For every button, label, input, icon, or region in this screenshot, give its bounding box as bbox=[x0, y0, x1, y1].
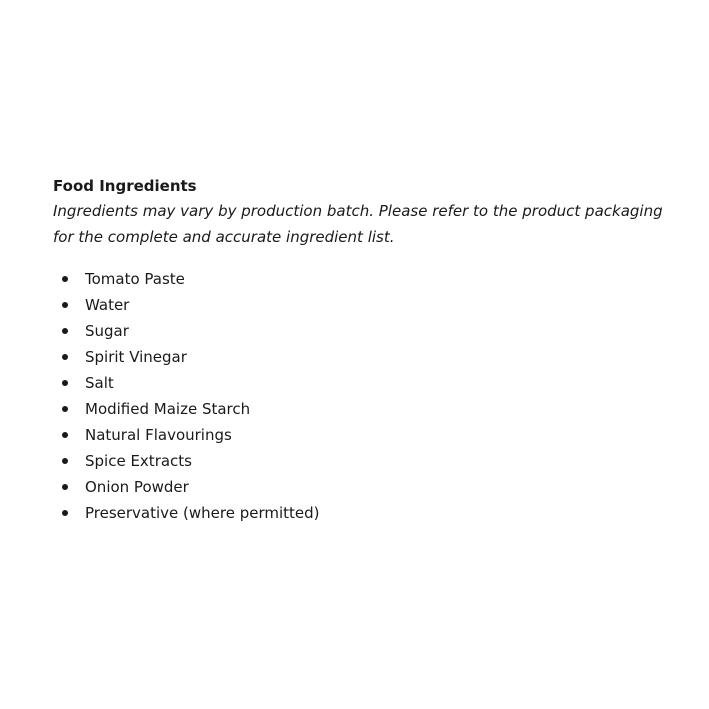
bullet-icon bbox=[62, 432, 68, 438]
bullet-icon bbox=[62, 406, 68, 412]
ingredient-label: Spirit Vinegar bbox=[85, 348, 187, 366]
ingredient-label: Sugar bbox=[85, 322, 129, 340]
list-item bbox=[53, 396, 673, 422]
list-item bbox=[53, 500, 673, 526]
batch-note: Ingredients may vary by production batch. Please refer to the product packaging for the complete and accurate ingredient list. bbox=[53, 202, 663, 246]
bullet-icon bbox=[62, 302, 68, 308]
section-heading: Food Ingredients bbox=[53, 177, 197, 195]
ingredients-section bbox=[53, 176, 673, 526]
list-item bbox=[53, 344, 673, 370]
bullet-icon bbox=[62, 380, 68, 386]
ingredient-label: Salt bbox=[85, 374, 114, 392]
ingredient-label: Water bbox=[85, 296, 130, 314]
list-item bbox=[53, 370, 673, 396]
list-item bbox=[53, 474, 673, 500]
bullet-icon bbox=[62, 484, 68, 490]
list-item bbox=[53, 292, 673, 318]
list-item bbox=[53, 422, 673, 448]
bullet-icon bbox=[62, 458, 68, 464]
bullet-icon bbox=[62, 328, 68, 334]
list-item bbox=[53, 266, 673, 292]
bullet-icon bbox=[62, 276, 68, 282]
ingredient-list bbox=[53, 266, 673, 526]
bullet-icon bbox=[62, 354, 68, 360]
list-item bbox=[53, 318, 673, 344]
list-item bbox=[53, 448, 673, 474]
ingredient-label: Spice Extracts bbox=[85, 452, 192, 470]
ingredient-label: Tomato Paste bbox=[85, 270, 185, 288]
ingredient-label: Natural Flavourings bbox=[85, 426, 232, 444]
ingredient-label: Onion Powder bbox=[85, 478, 189, 496]
ingredient-label: Modified Maize Starch bbox=[85, 400, 251, 418]
bullet-icon bbox=[62, 510, 68, 516]
ingredient-label: Preservative (where permitted) bbox=[85, 504, 320, 522]
